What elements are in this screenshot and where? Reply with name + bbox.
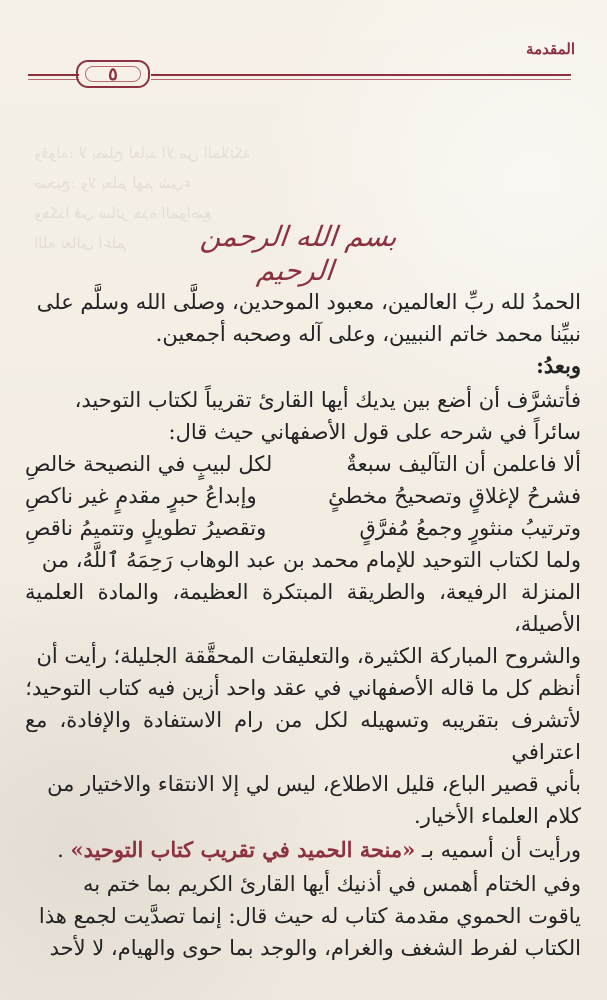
section-heading: وبعدُ: [536,353,581,378]
body-line: ولما لكتاب التوحيد للإمام محمد بن عبد الوهاب رَحِمَهُ ٱللَّهُ، من [41,548,581,572]
poem-left-hemistich: لكل لبيبٍ في النصيحة خالصِ [25,452,273,476]
poem-verse [25,448,581,480]
poem-right-hemistich: ألا فاعلمن أن التآليف سبعةٌ [346,452,581,476]
poem-right-hemistich: وترتيبُ منثورٍ وجمعُ مُفرَّقٍ [359,516,581,540]
poem-right-hemistich: فشرحُ لإغلاقٍ وتصحيحُ مخطئٍ [328,484,581,508]
body-line: وفي الختام أهمس في أذنيك أيها القارئ الكريم بما ختم به [82,872,581,896]
poem-verse [25,512,581,544]
body-line: الكتاب لفرط الشغف والغرام، والوجد بما حوى والهيام، لا لأحد [49,936,581,960]
page-header [28,40,579,100]
main-text [25,286,581,964]
poem [25,448,581,544]
poem-left-hemistich: وإبداعُ حبرٍ مقدمٍ غير ناكصِ [25,484,257,508]
body-line: كلام العلماء الأخيار. [414,804,581,828]
running-title: المقدمة [526,40,575,58]
body-line: فأتشرَّف أن أضع بين يديك أيها القارئ تقريباً لكتاب التوحيد، [74,388,581,412]
body-line: أنظم كل ما قاله الأصفهاني في عقد واحد أزين فيه كتاب التوحيد؛ [25,676,581,700]
page-number: ٥ [108,63,118,85]
body-line: الحمدُ لله ربِّ العالمين، معبود الموحدين، وصلَّى الله وسلَّم على [36,290,581,314]
basmala: بسم الله الرحمن الرحيم [198,220,399,287]
poem-verse [25,480,581,512]
book-title: «منحة الحميد في تقريب كتاب التوحيد» [70,837,416,862]
book-title-suffix: . [57,838,64,862]
body-line: سائراً في شرحه على قول الأصفهاني حيث قال: [168,420,581,444]
page-number-box [76,60,150,88]
body-line: والشروح المباركة الكثيرة، والتعليقات المحقَّقة الجليلة؛ رأيت أن [36,644,581,668]
body-line: لأتشرف بتقريبه وتسهيله لكل من رام الاستفادة والإفادة، مع اعترافي [25,708,581,764]
body-line: المنزلة الرفيعة، والطريقة المبتكرة العظيمة، والمادة العلمية الأصيلة، [25,580,581,636]
book-title-line [25,834,581,866]
body-line: ياقوت الحموي مقدمة كتاب له حيث قال: إنما تصدَّيت لجمع هذا [38,904,581,928]
body-line: نبيِّنا محمد خاتم النبيين، وعلى آله وصحبه أجمعين. [155,322,581,346]
book-title-prefix: ورأيت أن أسميه بـ [421,838,581,862]
poem-left-hemistich: وتقصيرُ تطويلٍ وتتميمُ ناقصِ [25,516,267,540]
header-rule-right [151,74,571,76]
header-rule-left [28,74,79,76]
body-line: بأني قصير الباع، قليل الاطلاع، ليس لي إلا الانتقاء والاختيار من [47,772,581,796]
bleed-through-text: وقوله: لا يصلح لعابد الا من الملائكة صحيح: ولا يعلم لهم شيء وهكذا في سائر هذه المواضع الله تعالى اعلم [34,144,251,252]
